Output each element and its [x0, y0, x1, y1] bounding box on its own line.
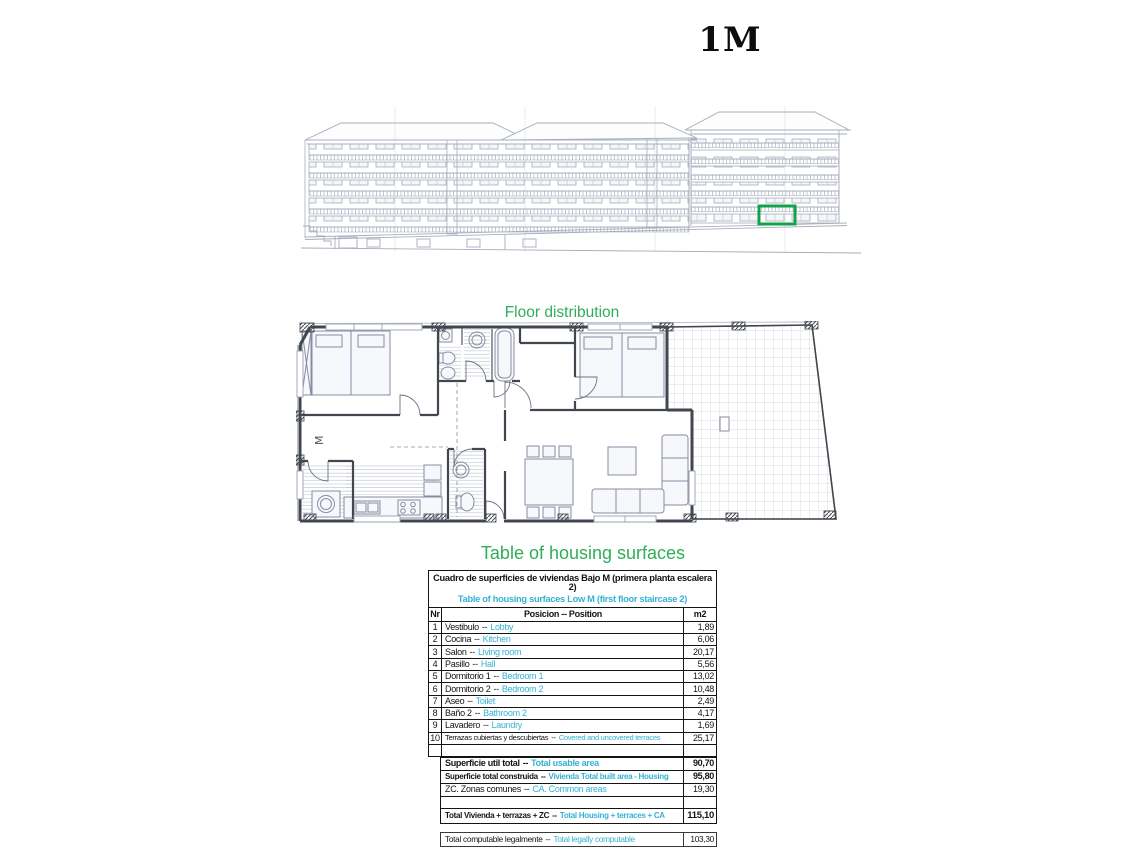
position-en: Covered and uncovered terraces [558, 733, 661, 743]
row-number: 2 [429, 634, 442, 645]
area-value: 1,69 [697, 720, 714, 731]
table-row [429, 621, 716, 633]
page-title: 1M [698, 20, 762, 60]
position-es: Cocina [445, 634, 472, 645]
position-separator: -- [481, 622, 488, 633]
row-number: 6 [429, 683, 442, 694]
position-en: Laundry [491, 720, 522, 731]
position-cell [442, 683, 684, 694]
position-separator: -- [493, 671, 499, 682]
elevation-floor-bands [309, 144, 689, 232]
area-value: 13,02 [692, 671, 714, 682]
total-en: CA. Common areas [532, 784, 607, 795]
legal-total-value: 103,30 [690, 834, 714, 845]
position-en: Living room [477, 646, 522, 657]
position-separator: -- [472, 658, 478, 669]
table-row [429, 707, 716, 719]
spacer-row [429, 744, 716, 756]
grand-total-row [441, 809, 716, 823]
grand-total-es: Total Vivienda + terrazas + ZC [445, 810, 550, 820]
table-row [429, 633, 716, 645]
position-es: Terrazas cubiertas y descubiertas [445, 733, 549, 743]
floor-plan-drawing [296, 321, 872, 535]
area-value: 20,17 [692, 646, 714, 657]
position-es: Pasillo [445, 658, 470, 669]
legal-total-section [440, 832, 717, 847]
elevation-tower-block [691, 130, 839, 226]
position-separator: -- [469, 646, 475, 657]
position-en: Kitchen [482, 634, 511, 645]
building-elevation-drawing [295, 100, 865, 258]
position-es: Dormitorio 1 [445, 671, 491, 682]
table-row [429, 682, 716, 694]
position-en: Bedroom 1 [501, 671, 544, 682]
total-separator: -- [523, 784, 530, 795]
staircase-m-label: M [313, 435, 326, 445]
table-title-spanish: Cuadro de superficies de viviendas Bajo M (primera planta escalera 2) [433, 573, 712, 593]
table-row [429, 658, 716, 670]
table-body [428, 607, 717, 757]
grand-total-section [440, 808, 717, 824]
table-row [429, 719, 716, 731]
total-es: ZC. Zonas comunes [445, 784, 521, 795]
position-en: Toilet [475, 695, 495, 706]
position-separator: -- [551, 733, 556, 743]
position-es: Baño 2 [445, 708, 472, 719]
total-en: Total usable area [531, 758, 599, 769]
position-en: Bedroom 2 [501, 683, 544, 694]
position-cell [442, 733, 684, 744]
position-es: Aseo [445, 695, 465, 706]
col-header-position: Posicion -- Position [442, 608, 684, 621]
col-header-nr: Nr [429, 608, 442, 621]
position-separator: -- [467, 695, 473, 706]
grand-total-value: 115,10 [687, 810, 714, 822]
table-of-housing-surfaces-heading: Table of housing surfaces [480, 543, 686, 563]
floor-distribution-heading: Floor distribution [504, 304, 620, 321]
total-label [441, 784, 684, 796]
table-title-box [428, 570, 717, 607]
grand-total-separator: -- [552, 810, 557, 820]
total-row [441, 758, 716, 770]
area-value: 4,17 [697, 708, 714, 719]
total-label [441, 758, 684, 770]
table-title-english: Table of housing surfaces Low M (first floor staircase 2) [457, 593, 688, 604]
table-row [429, 670, 716, 682]
col-header-m2: m2 [693, 608, 707, 619]
row-number: 1 [429, 622, 442, 633]
position-en: Bathroom 2 [483, 708, 527, 719]
position-separator: -- [474, 708, 481, 719]
area-value: 2,49 [697, 695, 714, 706]
total-es: Superficie total construida [445, 771, 538, 781]
bedroom1-bed [312, 331, 390, 395]
position-separator: -- [493, 683, 499, 694]
position-separator: -- [474, 634, 480, 645]
position-es: Vestibulo [445, 622, 479, 633]
total-es: Superficie util total [445, 758, 520, 769]
housing-surfaces-table [428, 570, 717, 847]
position-cell [442, 622, 684, 633]
position-cell [442, 646, 684, 657]
total-value: 95,80 [692, 771, 714, 782]
position-cell [442, 696, 684, 707]
row-number: 10 [429, 733, 442, 744]
total-separator: -- [522, 758, 529, 769]
total-row [441, 770, 716, 783]
position-cell [442, 720, 684, 731]
table-row [429, 732, 716, 744]
grand-total-en: Total Housing + terraces + CA [559, 810, 665, 820]
coffee-table [608, 447, 636, 475]
position-en: Lobby [490, 622, 514, 633]
row-number: 5 [429, 671, 442, 682]
total-value: 19,30 [692, 784, 714, 795]
totals-section [440, 757, 717, 797]
row-number: 3 [429, 646, 442, 657]
total-row [441, 783, 716, 796]
dining-table-set [525, 446, 573, 518]
position-cell [442, 659, 684, 670]
position-es: Lavadero [445, 720, 481, 731]
table-row [429, 695, 716, 707]
area-value: 10,48 [692, 683, 714, 694]
position-es: Salon [445, 646, 467, 657]
washing-machine [312, 491, 340, 517]
area-value: 1,89 [697, 622, 714, 633]
spacer-strip [440, 797, 717, 808]
bedroom2-bed [580, 333, 664, 397]
row-number: 7 [429, 696, 442, 707]
area-value: 6,06 [697, 634, 714, 645]
elevation-main-block [305, 136, 689, 238]
legal-total-separator: -- [545, 834, 551, 845]
position-cell [442, 671, 684, 682]
living-room-sofa [592, 435, 688, 513]
table-header-row [429, 608, 716, 621]
position-cell [442, 708, 684, 719]
position-cell [442, 634, 684, 645]
row-number: 9 [429, 720, 442, 731]
area-value: 25,17 [692, 732, 714, 743]
total-value: 90,70 [692, 758, 714, 769]
position-en: Hall [480, 658, 496, 669]
total-label [441, 771, 684, 783]
legal-total-label [441, 833, 684, 846]
total-en: Vivienda Total built area - Housing [548, 771, 669, 781]
area-value: 5,56 [697, 658, 714, 669]
total-separator: -- [540, 771, 546, 781]
grand-total-label [441, 809, 684, 823]
position-es: Dormitorio 2 [445, 683, 491, 694]
terrace-ac-unit [720, 417, 729, 431]
legal-total-es: Total computable legalmente [445, 834, 543, 845]
row-number: 8 [429, 708, 442, 719]
row-number: 4 [429, 659, 442, 670]
position-separator: -- [483, 720, 489, 731]
legal-total-en: Total legally computable [553, 834, 635, 845]
table-row [429, 645, 716, 657]
legal-total-row [441, 833, 716, 846]
